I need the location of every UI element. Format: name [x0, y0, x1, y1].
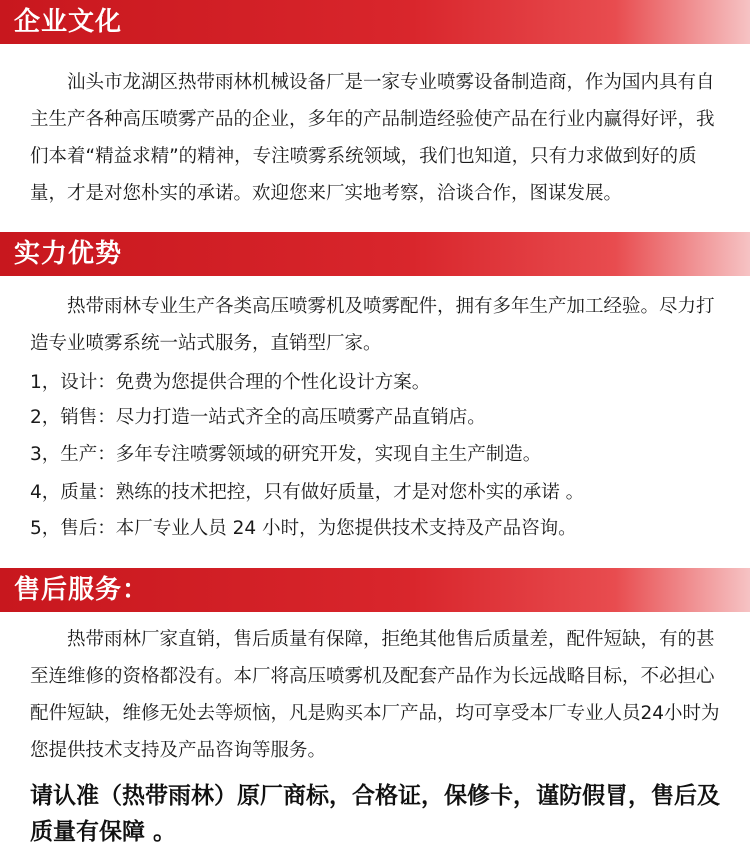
- section-header-service: [0, 568, 750, 612]
- section-title-service: 售后服务：: [14, 575, 150, 605]
- strength-item-aftersales: 5，售后：本厂专业人员 24 小时，为您提供技术支持及产品咨询。: [30, 518, 577, 539]
- strength-paragraph: 热带雨林专业生产各类高压喷雾机及喷雾配件，拥有多年生产加工经验。尽力打造专业喷雾系统一站式服务，直销型厂家。: [30, 296, 715, 354]
- section-title-strength: 实力优势: [14, 239, 123, 269]
- service-paragraph: 热带雨林厂家直销，售后质量有保障，拒绝其他售后质量差，配件短缺，有的甚至连维修的资格都没有。本厂将高压喷雾机及配套产品作为长远战略目标，不必担心配件短缺，维修无处去等烦恼，凡是购买本厂产品，均可享受本厂专业人员24小时为您提供技术支持及产品咨询等服务。: [30, 629, 720, 761]
- strength-item-design: 1，设计：免费为您提供合理的个性化设计方案。: [30, 372, 431, 393]
- strength-item-sales: 2，销售：尽力打造一站式齐全的高压喷雾产品直销店。: [30, 407, 486, 428]
- culture-paragraph: 汕头市龙湖区热带雨林机械设备厂是一家专业喷雾设备制造商，作为国内具有自主生产各种高压喷雾产品的企业，多年的产品制造经验使产品在行业内赢得好评，我们本着“精益求精”的精神，专注喷雾系统领域，我们也知道，只有力求做到好的质量，才是对您朴实的承诺。欢迎您来厂实地考察，洽谈合作，图谋发展。: [30, 72, 715, 204]
- strength-item-quality: 4，质量：熟练的技术把控，只有做好质量，才是对您朴实的承诺 。: [30, 482, 585, 503]
- section-header-culture: [0, 0, 750, 44]
- section-title-culture: 企业文化: [14, 7, 123, 37]
- authenticity-notice: 请认准（热带雨林）原厂商标，合格证，保修卡，谨防假冒，售后及质量有保障 。: [30, 783, 720, 845]
- section-header-strength: [0, 232, 750, 276]
- strength-item-production: 3，生产：多年专注喷雾领域的研究开发，实现自主生产制造。: [30, 444, 542, 465]
